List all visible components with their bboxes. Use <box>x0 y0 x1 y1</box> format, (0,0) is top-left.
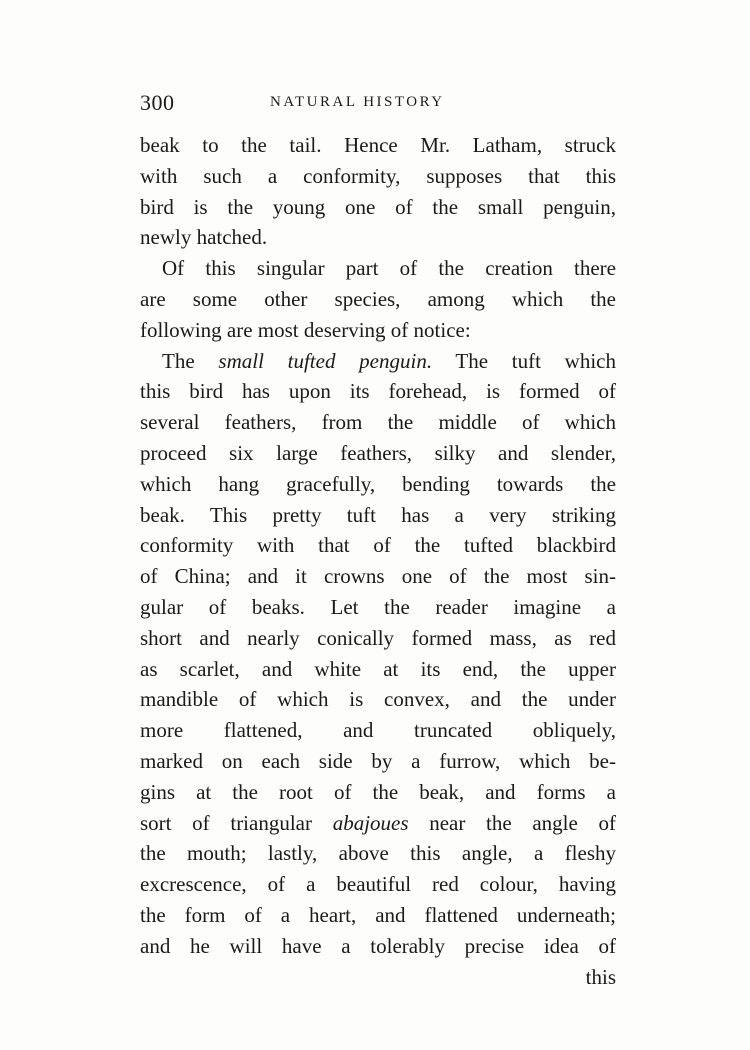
page-number: 300 <box>140 90 175 115</box>
running-head: NATURAL HISTORY <box>270 94 445 110</box>
text-line: which hang gracefully, bending towards the <box>140 471 616 496</box>
text-line: as scarlet, and white at its end, the upper <box>140 656 616 681</box>
french-term-italic: abajoues <box>332 810 409 835</box>
text-run: The <box>162 348 195 373</box>
text-line <box>140 808 616 839</box>
catchword: this <box>585 964 616 989</box>
text-line: more flattened, and truncated obliquely, <box>140 718 616 743</box>
text-line: beak to the tail. Hence Mr. Latham, struck <box>140 133 616 157</box>
text-line: with such a conformity, supposes that this <box>140 163 616 188</box>
text-line: the mouth; lastly, above this angle, a fleshy <box>140 841 616 866</box>
body-text <box>140 130 616 992</box>
text-line: short and nearly conically formed mass, as red <box>140 625 616 650</box>
text-run: The tuft which <box>455 348 616 373</box>
text-line: beak. This pretty tuft has a very striking <box>140 502 616 527</box>
text-line: excrescence, of a beautiful red colour, having <box>140 872 616 897</box>
text-line: conformity with that of the tufted blackbird <box>140 533 616 558</box>
text-line: Of this singular part of the creation there <box>162 256 616 281</box>
text-line: and he will have a tolerably precise idea of <box>140 933 616 958</box>
text-line: mandible of which is convex, and the under <box>140 687 616 712</box>
text-line: gins at the root of the beak, and forms a <box>140 779 616 804</box>
text-line: bird is the young one of the small penguin, <box>140 194 616 219</box>
species-name-italic: small tufted penguin. <box>218 348 433 373</box>
text-run: near the angle of <box>429 810 617 835</box>
text-line: this bird has upon its forehead, is formed of <box>140 379 616 404</box>
text-line: proceed six large feathers, silky and slender, <box>140 440 616 465</box>
text-line: gular of beaks. Let the reader imagine a <box>140 594 616 619</box>
text-line <box>140 346 616 377</box>
text-run: sort of triangular <box>140 810 312 835</box>
text-line: following are most deserving of notice: <box>140 317 471 342</box>
text-line: several feathers, from the middle of which <box>140 410 616 435</box>
text-line: the form of a heart, and flattened underneath; <box>140 902 616 927</box>
text-line: are some other species, among which the <box>140 286 616 311</box>
page-header <box>140 90 620 120</box>
text-line: marked on each side by a furrow, which be- <box>140 748 616 773</box>
text-line: of China; and it crowns one of the most sin- <box>140 564 616 589</box>
text-line: newly hatched. <box>140 225 268 250</box>
